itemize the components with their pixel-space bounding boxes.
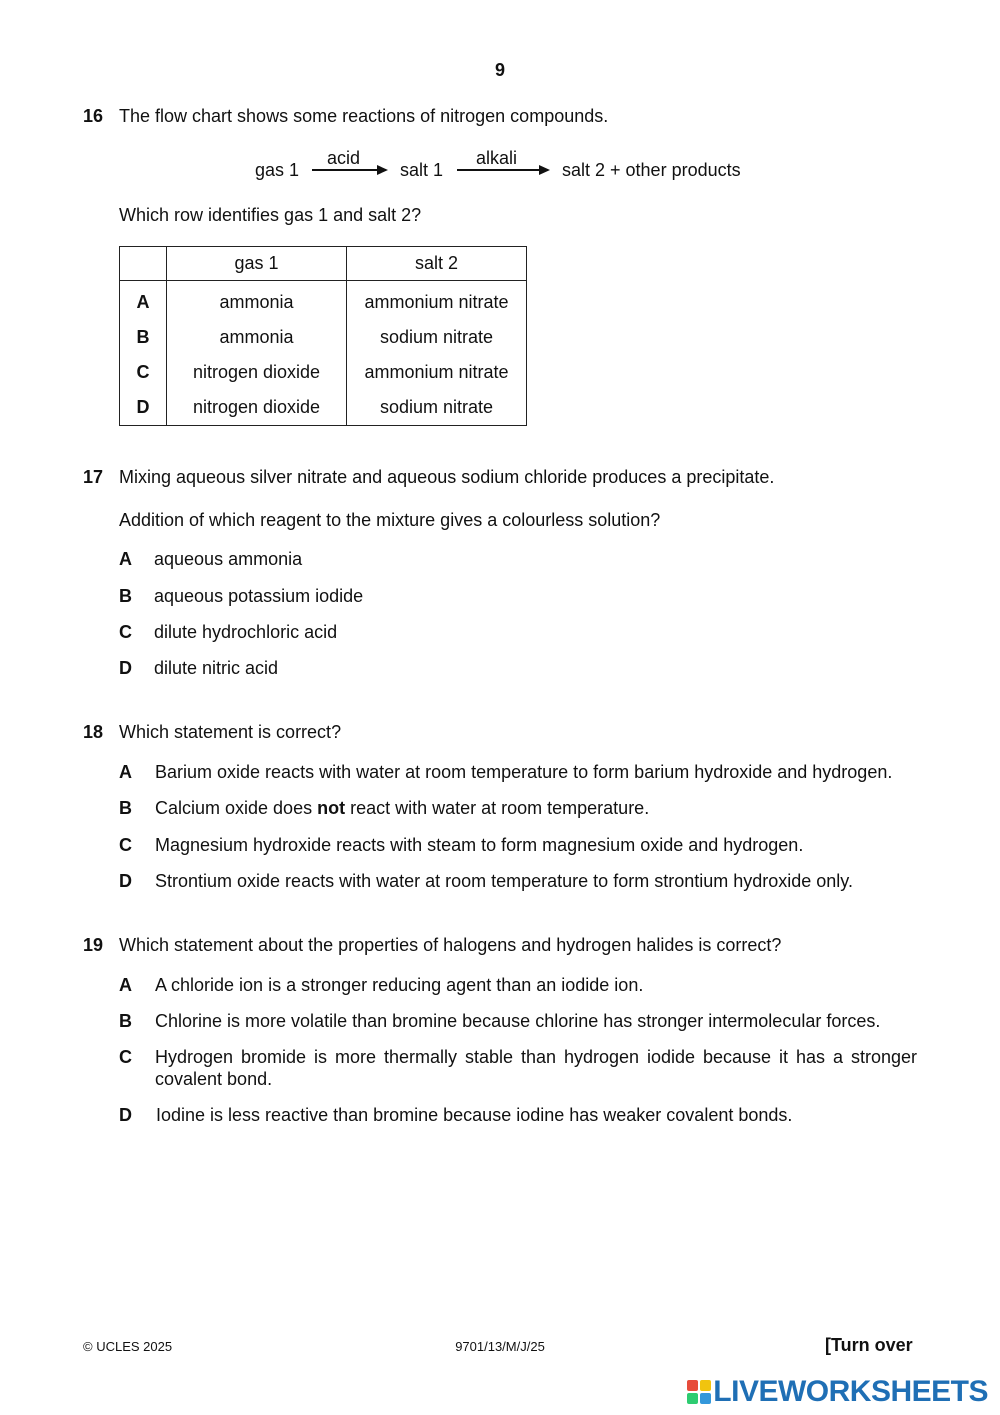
liveworksheets-logo[interactable]	[687, 1375, 988, 1409]
row-gas1: nitrogen dioxide	[167, 355, 347, 390]
flow-chart	[0, 146, 1000, 186]
emphasis-not: not	[317, 798, 346, 818]
option-text: Iodine is less reactive than bromine because iodine has weaker covalent bonds.	[156, 1105, 793, 1125]
logo-tile	[687, 1393, 698, 1404]
question-stem: Which statement about the properties of halogens and hydrogen halides is correct?	[119, 935, 782, 955]
table-row[interactable]	[120, 390, 527, 426]
option-letter: C	[119, 622, 132, 642]
option-letter: D	[119, 871, 132, 891]
option-text: aqueous potassium iodide	[154, 586, 364, 606]
logo-tile	[700, 1393, 711, 1404]
option-text: dilute nitric acid	[154, 658, 279, 678]
question-number: 18	[83, 722, 104, 742]
flow-salt-1: salt 1	[400, 160, 444, 180]
question-prompt: Which row identifies gas 1 and salt 2?	[119, 205, 422, 225]
option-letter: B	[119, 586, 132, 606]
question-stem: Mixing aqueous silver nitrate and aqueous sodium chloride produces a precipitate.	[119, 467, 775, 487]
flow-arrow-1	[312, 169, 386, 171]
option-text	[155, 798, 649, 819]
answer-table	[119, 246, 527, 426]
option-letter: C	[119, 1047, 132, 1067]
liveworksheets-logo-icon	[687, 1380, 711, 1404]
question-number: 16	[83, 106, 104, 126]
flow-end-products: salt 2 + other products	[562, 160, 741, 180]
option-letter: D	[119, 1105, 132, 1125]
option-text-part: react with water at room temperature.	[345, 798, 650, 818]
row-salt2: sodium nitrate	[347, 390, 527, 426]
option-letter: B	[119, 798, 132, 818]
option-text: Strontium oxide reacts with water at room temperature to form strontium hydroxide only.	[155, 871, 853, 891]
option-text: Barium oxide reacts with water at room temperature to form barium hydroxide and hydrogen.	[155, 762, 893, 782]
table-row[interactable]	[120, 281, 527, 321]
flow-arrow-1-label: acid	[327, 148, 361, 168]
option-letter: A	[119, 762, 132, 782]
option-letter: A	[119, 549, 132, 569]
table-header-row	[120, 247, 527, 281]
table-header-blank	[120, 247, 167, 281]
question-stem: Which statement is correct?	[119, 722, 342, 742]
flow-arrow-2	[457, 169, 548, 171]
flow-gas-1: gas 1	[255, 160, 300, 180]
page-number: 9	[494, 60, 505, 80]
row-gas1: ammonia	[167, 320, 347, 355]
row-salt2: ammonium nitrate	[347, 281, 527, 321]
footer-paper-code: 9701/13/M/J/25	[455, 1339, 545, 1354]
footer-turn-over: [Turn over	[825, 1335, 913, 1355]
footer-copyright: © UCLES 2025	[83, 1339, 173, 1354]
option-letter: B	[119, 1011, 132, 1031]
option-letter: A	[119, 975, 132, 995]
question-number: 19	[83, 935, 104, 955]
table-row[interactable]	[120, 320, 527, 355]
row-salt2: ammonium nitrate	[347, 355, 527, 390]
row-salt2: sodium nitrate	[347, 320, 527, 355]
option-letter: D	[119, 658, 132, 678]
option-text: dilute hydrochloric acid	[154, 622, 338, 642]
question-prompt: Addition of which reagent to the mixture gives a colourless solution?	[119, 510, 661, 530]
option-text-line-1: Hydrogen bromide is more thermally stable than hydrogen iodide because it has a stronger	[155, 1047, 917, 1067]
row-letter: A	[120, 281, 167, 321]
option-text-part: Calcium oxide does	[155, 798, 318, 818]
option-letter: C	[119, 835, 132, 855]
table-row[interactable]	[120, 355, 527, 390]
option-text: Magnesium hydroxide reacts with steam to form magnesium oxide and hydrogen.	[155, 835, 804, 855]
option-text: A chloride ion is a stronger reducing agent than an iodide ion.	[155, 975, 644, 995]
row-gas1: nitrogen dioxide	[167, 390, 347, 426]
option-text: Chlorine is more volatile than bromine because chlorine has stronger intermolecular forces.	[155, 1011, 881, 1031]
option-text: aqueous ammonia	[154, 549, 303, 569]
row-gas1: ammonia	[167, 281, 347, 321]
table-header-salt2: salt 2	[347, 247, 527, 281]
option-text-line-2: covalent bond.	[155, 1069, 273, 1089]
flow-arrow-2-label: alkali	[476, 148, 518, 168]
logo-tile	[700, 1380, 711, 1391]
table-header-gas1: gas 1	[167, 247, 347, 281]
row-letter: C	[120, 355, 167, 390]
row-letter: D	[120, 390, 167, 426]
liveworksheets-logo-text: LIVEWORKSHEETS	[713, 1375, 988, 1408]
question-number: 17	[83, 467, 104, 487]
row-letter: B	[120, 320, 167, 355]
logo-tile	[687, 1380, 698, 1391]
question-stem: The flow chart shows some reactions of nitrogen compounds.	[119, 106, 609, 126]
